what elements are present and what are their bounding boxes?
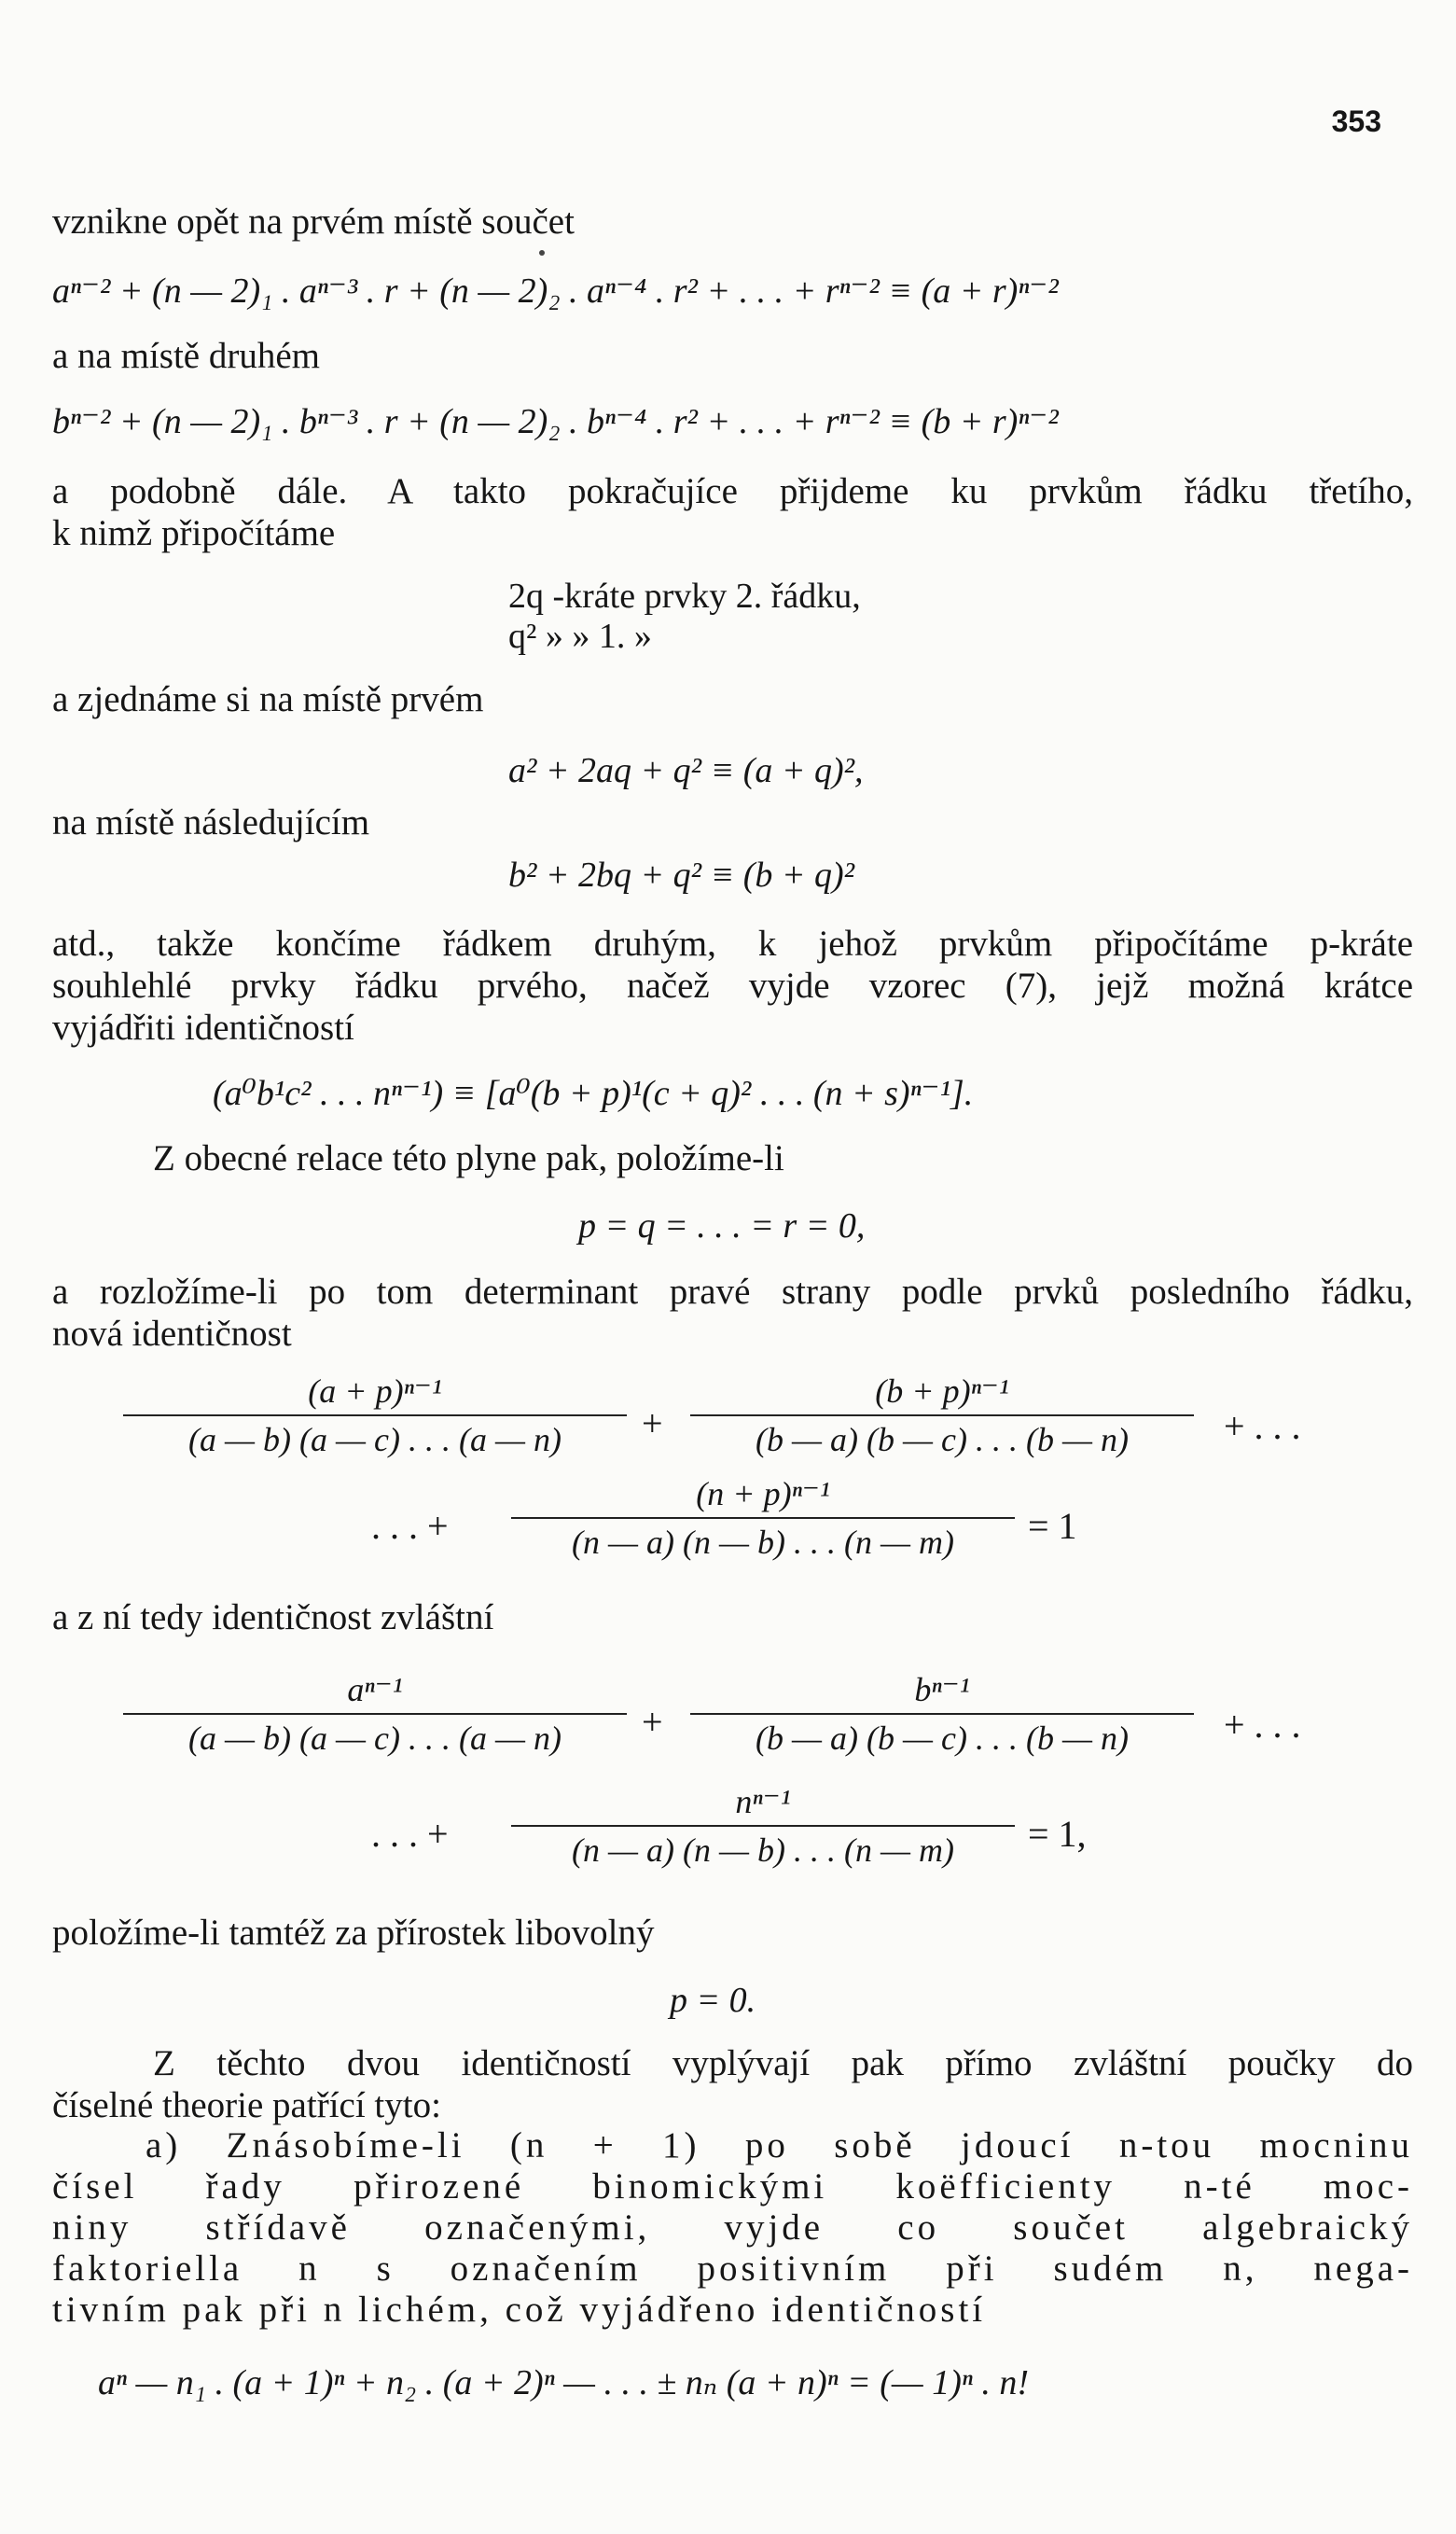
text-line: a) Znásobíme-li (n + 1) po sobě jdoucí n-tou mocninu bbox=[146, 2125, 1413, 2165]
formula-line: q² » » 1. » bbox=[508, 617, 652, 656]
fraction-denominator: (n — a) (n — b) . . . (n — m) bbox=[572, 1524, 954, 1561]
fraction bbox=[690, 1670, 1194, 1758]
plus-sign: + bbox=[642, 1402, 663, 1444]
text-line: a zjednáme si na místě prvém bbox=[52, 679, 484, 719]
text-line: a podobně dále. A takto pokračujíce přijdeme ku prvkům řádku třetího, bbox=[52, 471, 1413, 511]
fraction-denominator: (a — b) (a — c) . . . (a — n) bbox=[188, 1720, 562, 1757]
plus-sign: + bbox=[642, 1701, 663, 1743]
text-line: vyjádřiti identičností bbox=[52, 1008, 354, 1048]
text-line: Z těchto dvou identičností vyplývají pak přímo zvláštní poučky do bbox=[153, 2043, 1413, 2083]
text-line: nová identičnost bbox=[52, 1314, 292, 1354]
formula-line: (a⁰b¹c² . . . nⁿ⁻¹) ≡ [a⁰(b + p)¹(c + q)² . . . (n + s)ⁿ⁻¹]. bbox=[213, 1074, 974, 1113]
formula-line: p = 0. bbox=[670, 1981, 756, 2020]
fraction-numerator: (b + p)ⁿ⁻¹ bbox=[875, 1372, 1009, 1410]
text-line: atd., takže končíme řádkem druhým, k jehož prvkům připočítáme p-kráte bbox=[52, 924, 1413, 964]
fraction-numerator: aⁿ⁻¹ bbox=[347, 1671, 403, 1708]
text-line: souhlehlé prvky řádku prvého, načež vyjde vzorec (7), jejž možná krátce bbox=[52, 966, 1413, 1006]
formula-line: bⁿ⁻² + (n — 2)₁ . bⁿ⁻³ . r + (n — 2)₂ . bⁿ⁻⁴ . r² + . . . + rⁿ⁻² ≡ (b + r)ⁿ⁻² bbox=[52, 402, 1059, 441]
fraction-denominator: (a — b) (a — c) . . . (a — n) bbox=[188, 1421, 562, 1458]
fraction bbox=[123, 1670, 627, 1758]
page-number: 353 bbox=[1331, 104, 1381, 138]
formula-line: 2q -kráte prvky 2. řádku, bbox=[508, 577, 861, 616]
fraction-denominator: (n — a) (n — b) . . . (n — m) bbox=[572, 1831, 954, 1869]
formula-line: p = q = . . . = r = 0, bbox=[578, 1206, 866, 1246]
equals-one: = 1, bbox=[1028, 1813, 1087, 1855]
text-line: položíme-li tamtéž za přírostek libovolný bbox=[52, 1913, 655, 1953]
plus-continuation: + . . . bbox=[1224, 1405, 1301, 1447]
text-line: a rozložíme-li po tom determinant pravé strany podle prvků posledního řádku, bbox=[52, 1272, 1413, 1312]
formula-line: aⁿ⁻² + (n — 2)₁ . aⁿ⁻³ . r + (n — 2)₂ . aⁿ⁻⁴ . r² + . . . + rⁿ⁻² ≡ (a + r)ⁿ⁻² bbox=[52, 272, 1059, 311]
text-line: faktoriella n s označením positivním při sudém n, nega- bbox=[52, 2249, 1413, 2289]
continuation-plus: . . . + bbox=[371, 1813, 449, 1855]
fraction bbox=[511, 1782, 1015, 1870]
text-line: a na místě druhém bbox=[52, 336, 320, 376]
fraction bbox=[123, 1371, 627, 1459]
formula-line: b² + 2bq + q² ≡ (b + q)² bbox=[508, 856, 855, 895]
plus-continuation: + . . . bbox=[1224, 1704, 1301, 1746]
print-speck bbox=[539, 250, 545, 256]
fraction-numerator: (a + p)ⁿ⁻¹ bbox=[308, 1372, 442, 1410]
text-line: na místě následujícím bbox=[52, 802, 370, 842]
fraction bbox=[690, 1371, 1194, 1459]
text-line: číselné theorie patřící tyto: bbox=[52, 2085, 441, 2125]
fraction-numerator: (n + p)ⁿ⁻¹ bbox=[696, 1475, 830, 1512]
formula-line: aⁿ — n₁ . (a + 1)ⁿ + n₂ . (a + 2)ⁿ — . . . ± nₙ (a + n)ⁿ = (— 1)ⁿ . n! bbox=[98, 2363, 1029, 2402]
fraction-denominator: (b — a) (b — c) . . . (b — n) bbox=[756, 1421, 1129, 1458]
text-line: k nimž připočítáme bbox=[52, 513, 336, 553]
text-line: niny střídavě označenými, vyjde co součet algebraický bbox=[52, 2207, 1413, 2248]
text-line: tivním pak při n lichém, což vyjádřeno identičností bbox=[52, 2290, 987, 2330]
text-line: a z ní tedy identičnost zvláštní bbox=[52, 1597, 494, 1637]
continuation-plus: . . . + bbox=[371, 1505, 449, 1547]
formula-line: a² + 2aq + q² ≡ (a + q)², bbox=[508, 751, 864, 790]
text-line: Z obecné relace této plyne pak, položíme-li bbox=[153, 1138, 784, 1178]
text-line: vznikne opět na prvém místě součet bbox=[52, 202, 575, 242]
equals-one: = 1 bbox=[1028, 1505, 1077, 1547]
fraction-numerator: nⁿ⁻¹ bbox=[735, 1783, 791, 1820]
fraction bbox=[511, 1474, 1015, 1562]
text-line: čísel řady přirozené binomickými koëfficienty n-té moc- bbox=[52, 2166, 1413, 2207]
fraction-numerator: bⁿ⁻¹ bbox=[914, 1671, 970, 1708]
fraction-denominator: (b — a) (b — c) . . . (b — n) bbox=[756, 1720, 1129, 1757]
